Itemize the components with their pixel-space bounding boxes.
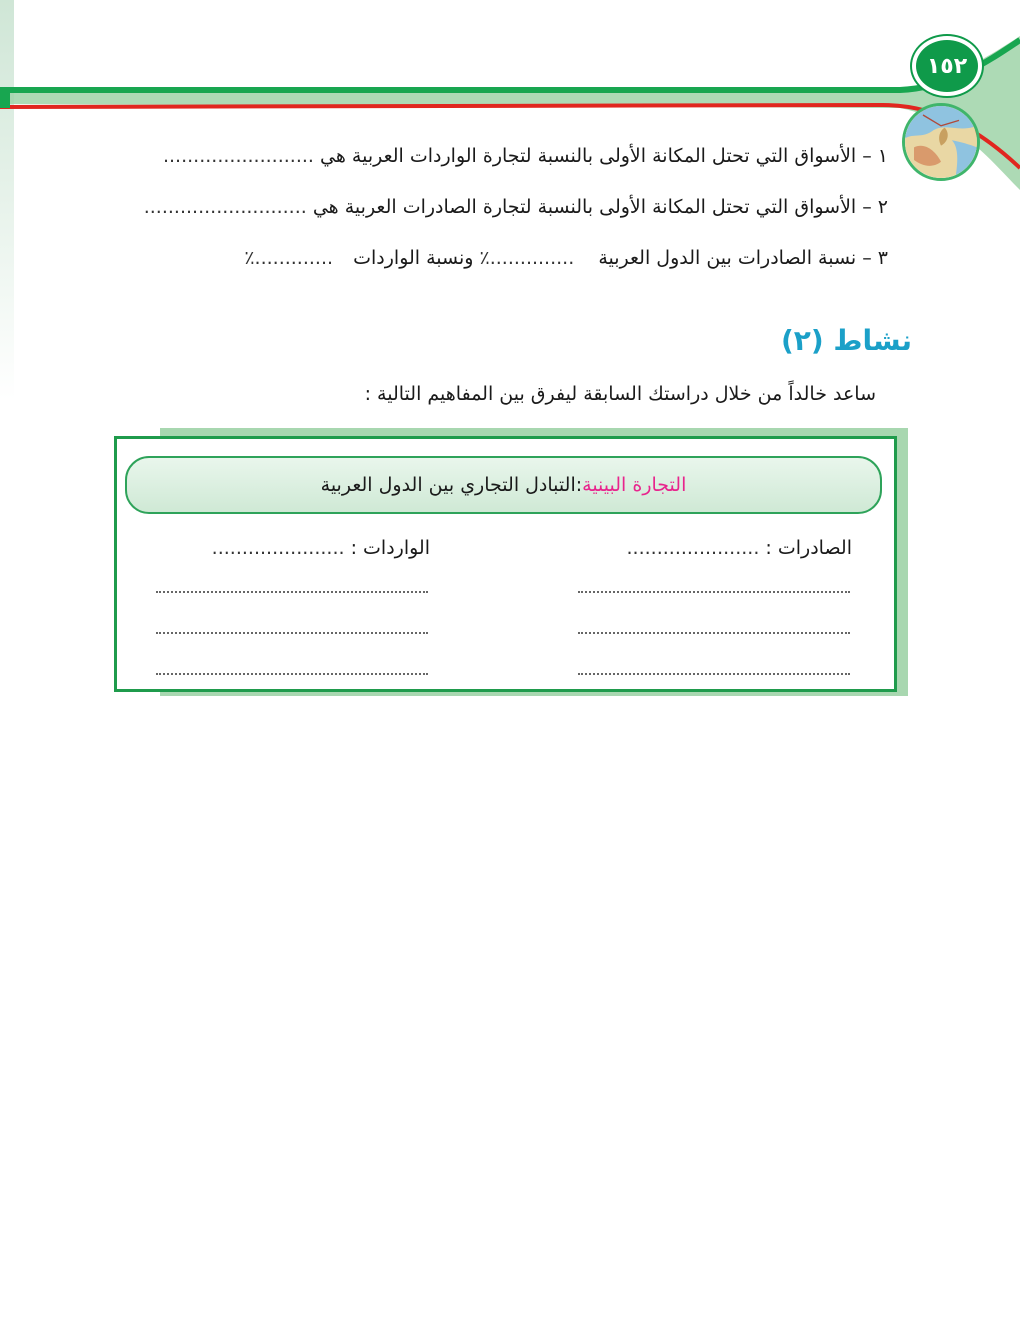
definition-term: التجارة البينية — [582, 474, 687, 496]
question-3 — [244, 244, 888, 272]
question-3-blank2[interactable]: .............٪ — [244, 247, 334, 269]
activity-instruction: ساعد خالداً من خلال دراستك السابقة ليفرق بين المفاهيم التالية : — [364, 383, 876, 405]
imports-label-row — [212, 535, 430, 561]
question-3-blank1[interactable]: ..............٪ — [479, 247, 575, 269]
concept-box — [114, 436, 897, 692]
imports-line-3[interactable] — [156, 659, 428, 675]
question-3-part1: ٣ – نسبة الصادرات بين الدول العربية — [598, 247, 888, 269]
question-2-text: ٢ – الأسواق التي تحتل المكانة الأولى بالنسبة لتجارة الصادرات العربية هي — [312, 196, 888, 218]
question-1 — [163, 142, 888, 170]
exports-line-3[interactable] — [578, 659, 850, 675]
exports-label: الصادرات : — [765, 537, 852, 559]
definition-separator: : — [575, 474, 583, 496]
question-2-blank[interactable]: ........................... — [143, 196, 307, 218]
question-1-blank[interactable]: ......................... — [162, 145, 314, 167]
exports-line-1[interactable] — [578, 577, 850, 593]
question-2 — [144, 193, 888, 221]
activity-title: نشاط (٢) — [780, 324, 912, 357]
exports-line-2[interactable] — [578, 618, 850, 634]
exports-label-row — [627, 535, 853, 561]
definition-pill — [125, 456, 882, 514]
exports-blank[interactable]: ...................... — [626, 537, 760, 559]
question-1-text: ١ – الأسواق التي تحتل المكانة الأولى بالنسبة لتجارة الواردات العربية هي — [320, 145, 888, 167]
imports-line-1[interactable] — [156, 577, 428, 593]
question-3-part2: ونسبة الواردات — [353, 247, 474, 269]
imports-label: الواردات : — [350, 537, 430, 559]
definition-text: التبادل التجاري بين الدول العربية — [320, 474, 576, 496]
page-number: ١٥٢ — [912, 36, 982, 96]
imports-blank[interactable]: ...................... — [211, 537, 345, 559]
imports-line-2[interactable] — [156, 618, 428, 634]
map-thumbnail-icon — [902, 103, 980, 181]
